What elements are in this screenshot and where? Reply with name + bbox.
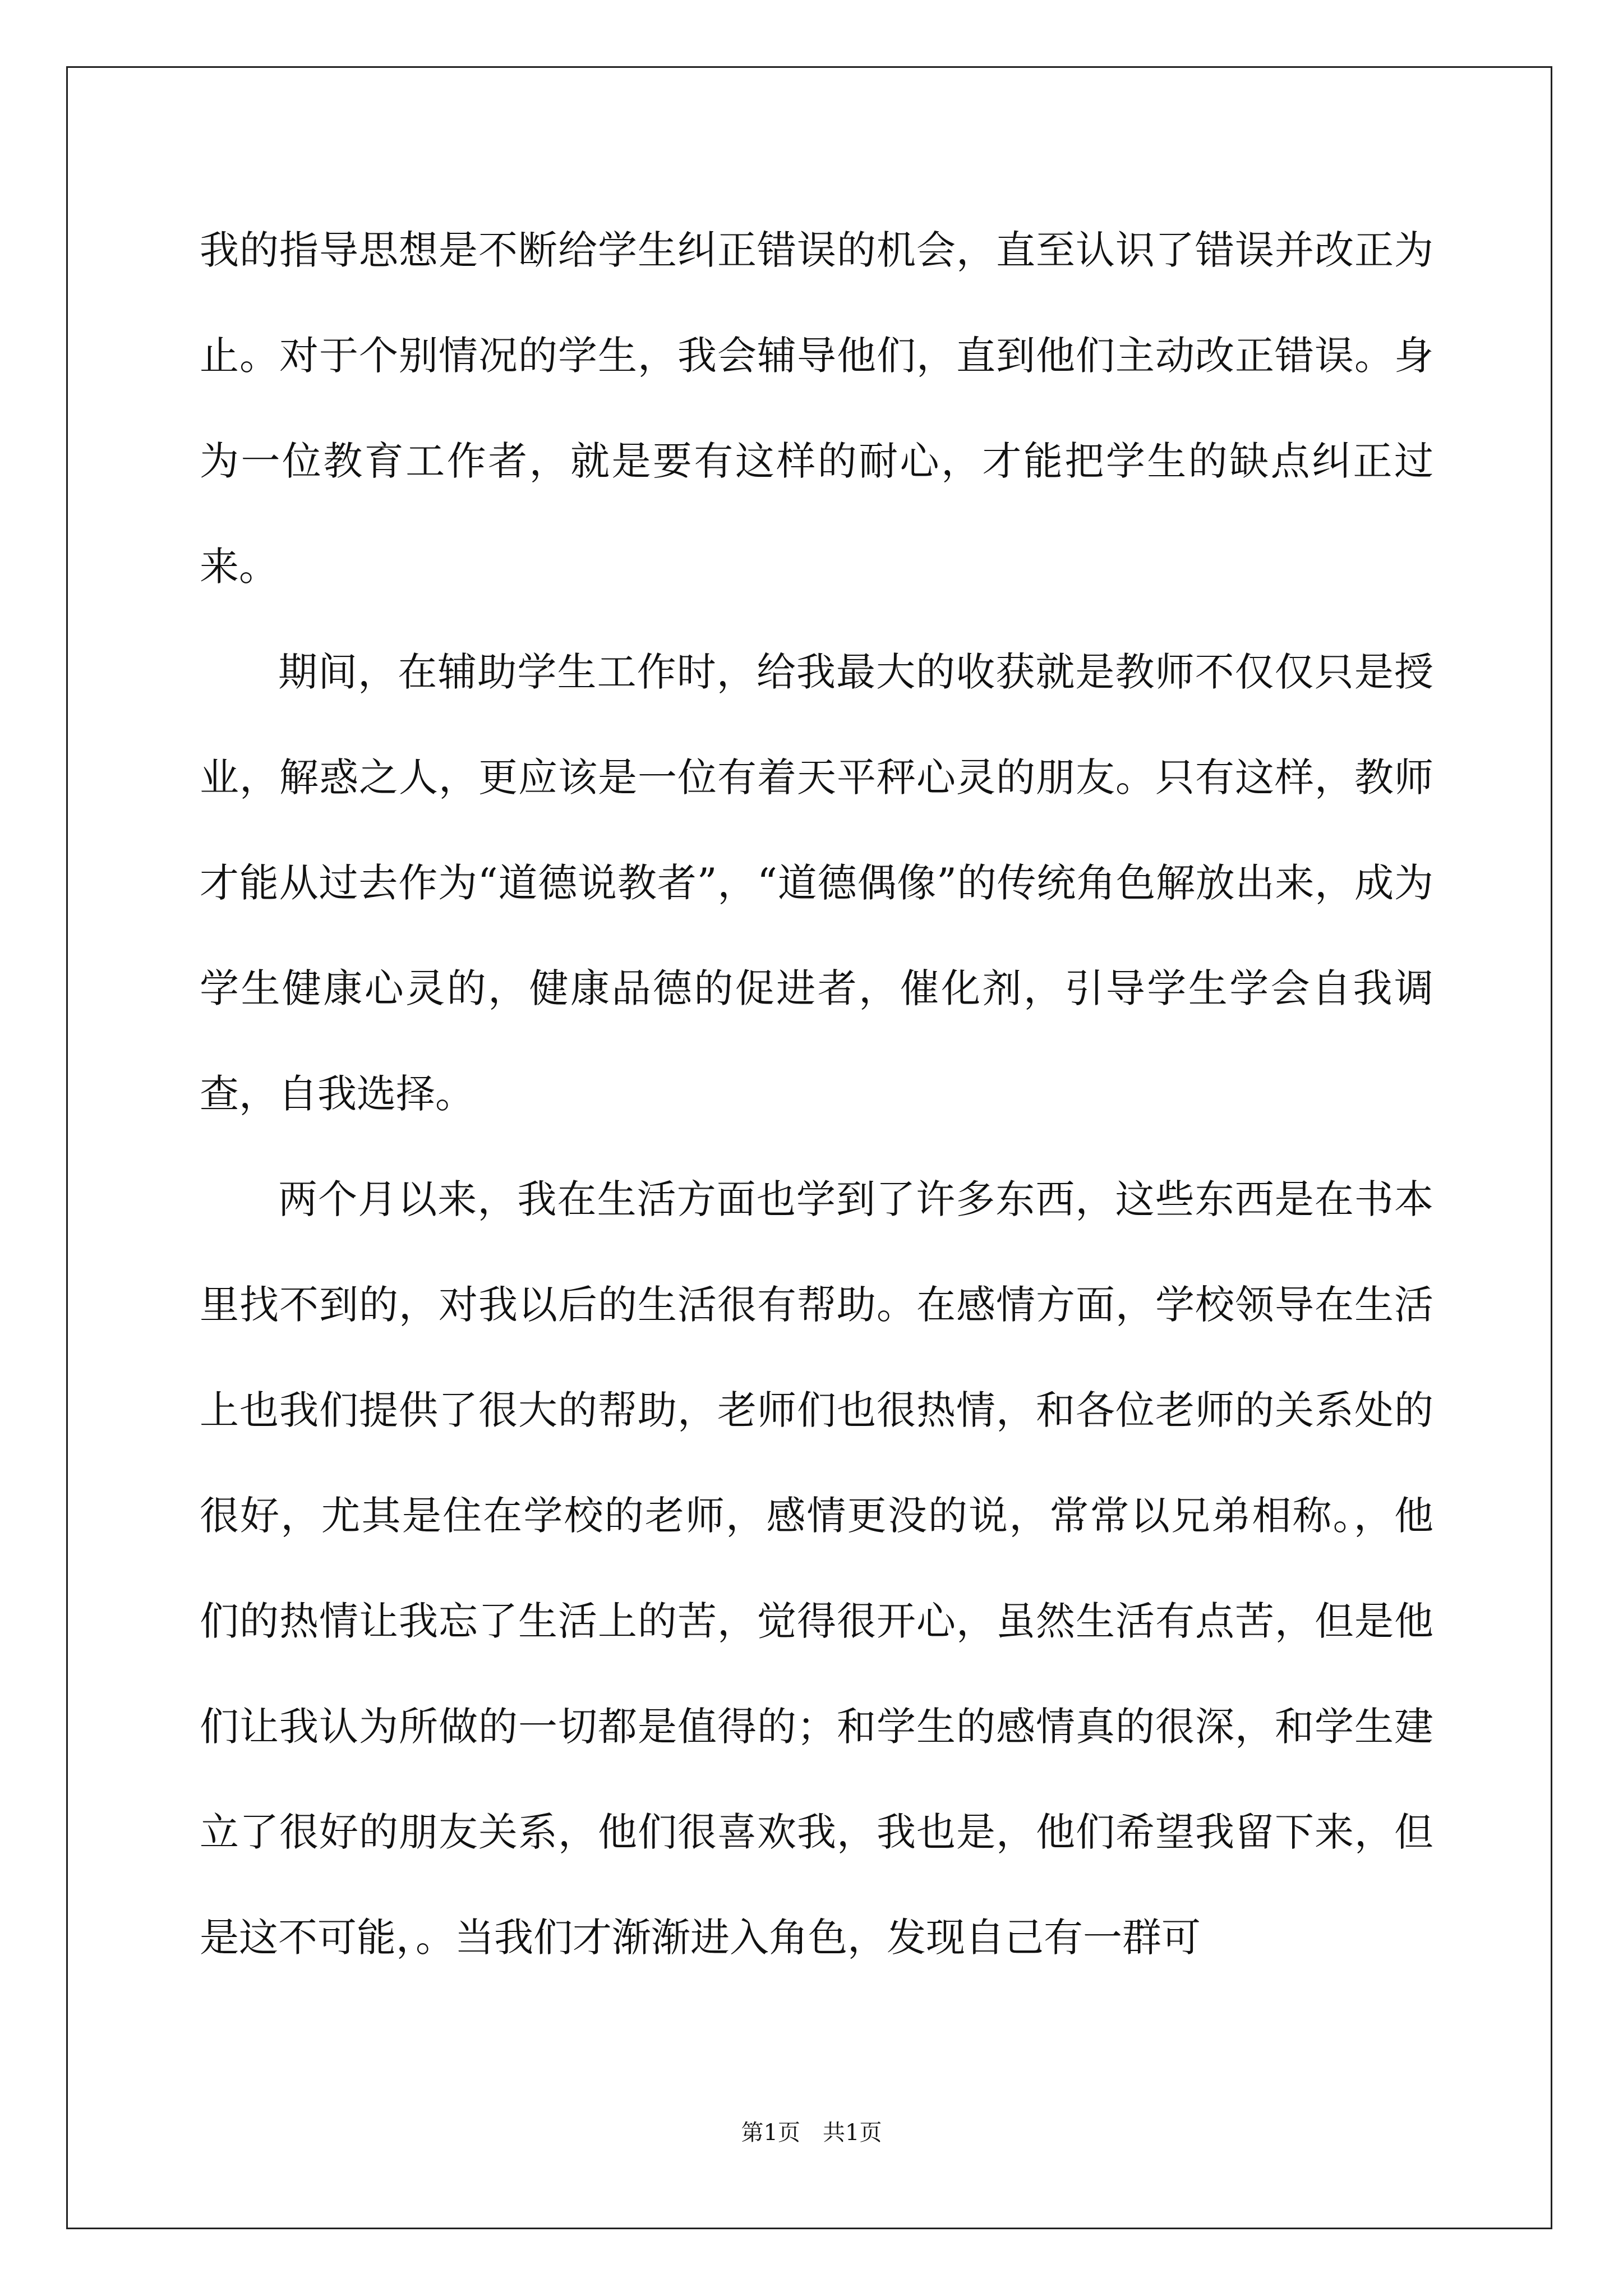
document-body bbox=[200, 197, 1433, 1990]
paragraph-3: 两个月以来，我在生活方面也学到了许多东西，这些东西是在书本里找不到的，对我以后的生活很有帮助。在感情方面，学校领导在生活上也我们提供了很大的帮助，老师们也很热情，和各位老师的关系处的很好，尤其是住在学校的老师，感情更没的说，常常以兄弟相称。，他们的热情让我忘了生活上的苦，觉得很开心，虽然生活有点苦，但是他们让我认为所做的一切都是值得的；和学生的感情真的很深，和学生建立了很好的朋友关系，他们很喜欢我，我也是，他们希望我留下来，但是这不可能，。当我们才渐渐进入角色，发现自己有一群可 bbox=[200, 1176, 1433, 1961]
page-footer: 第1页 共1页 bbox=[741, 2120, 882, 2146]
paragraph-2: 期间，在辅助学生工作时，给我最大的收获就是教师不仅仅只是授业，解惑之人，更应该是一位有着天平秤心灵的朋友。只有这样，教师才能从过去作为“道德说教者”，“道德偶像”的传统角色解放出来，成为学生健康心灵的，健康品德的促进者，催化剂，引导学生学会自我调查，自我选择。 bbox=[200, 649, 1433, 1117]
paragraph-1: 我的指导思想是不断给学生纠正错误的机会，直至认识了错误并改正为止。对于个别情况的学生，我会辅导他们，直到他们主动改正错误。身为一位教育工作者，就是要有这样的耐心，才能把学生的缺点纠正过来。 bbox=[200, 227, 1433, 590]
